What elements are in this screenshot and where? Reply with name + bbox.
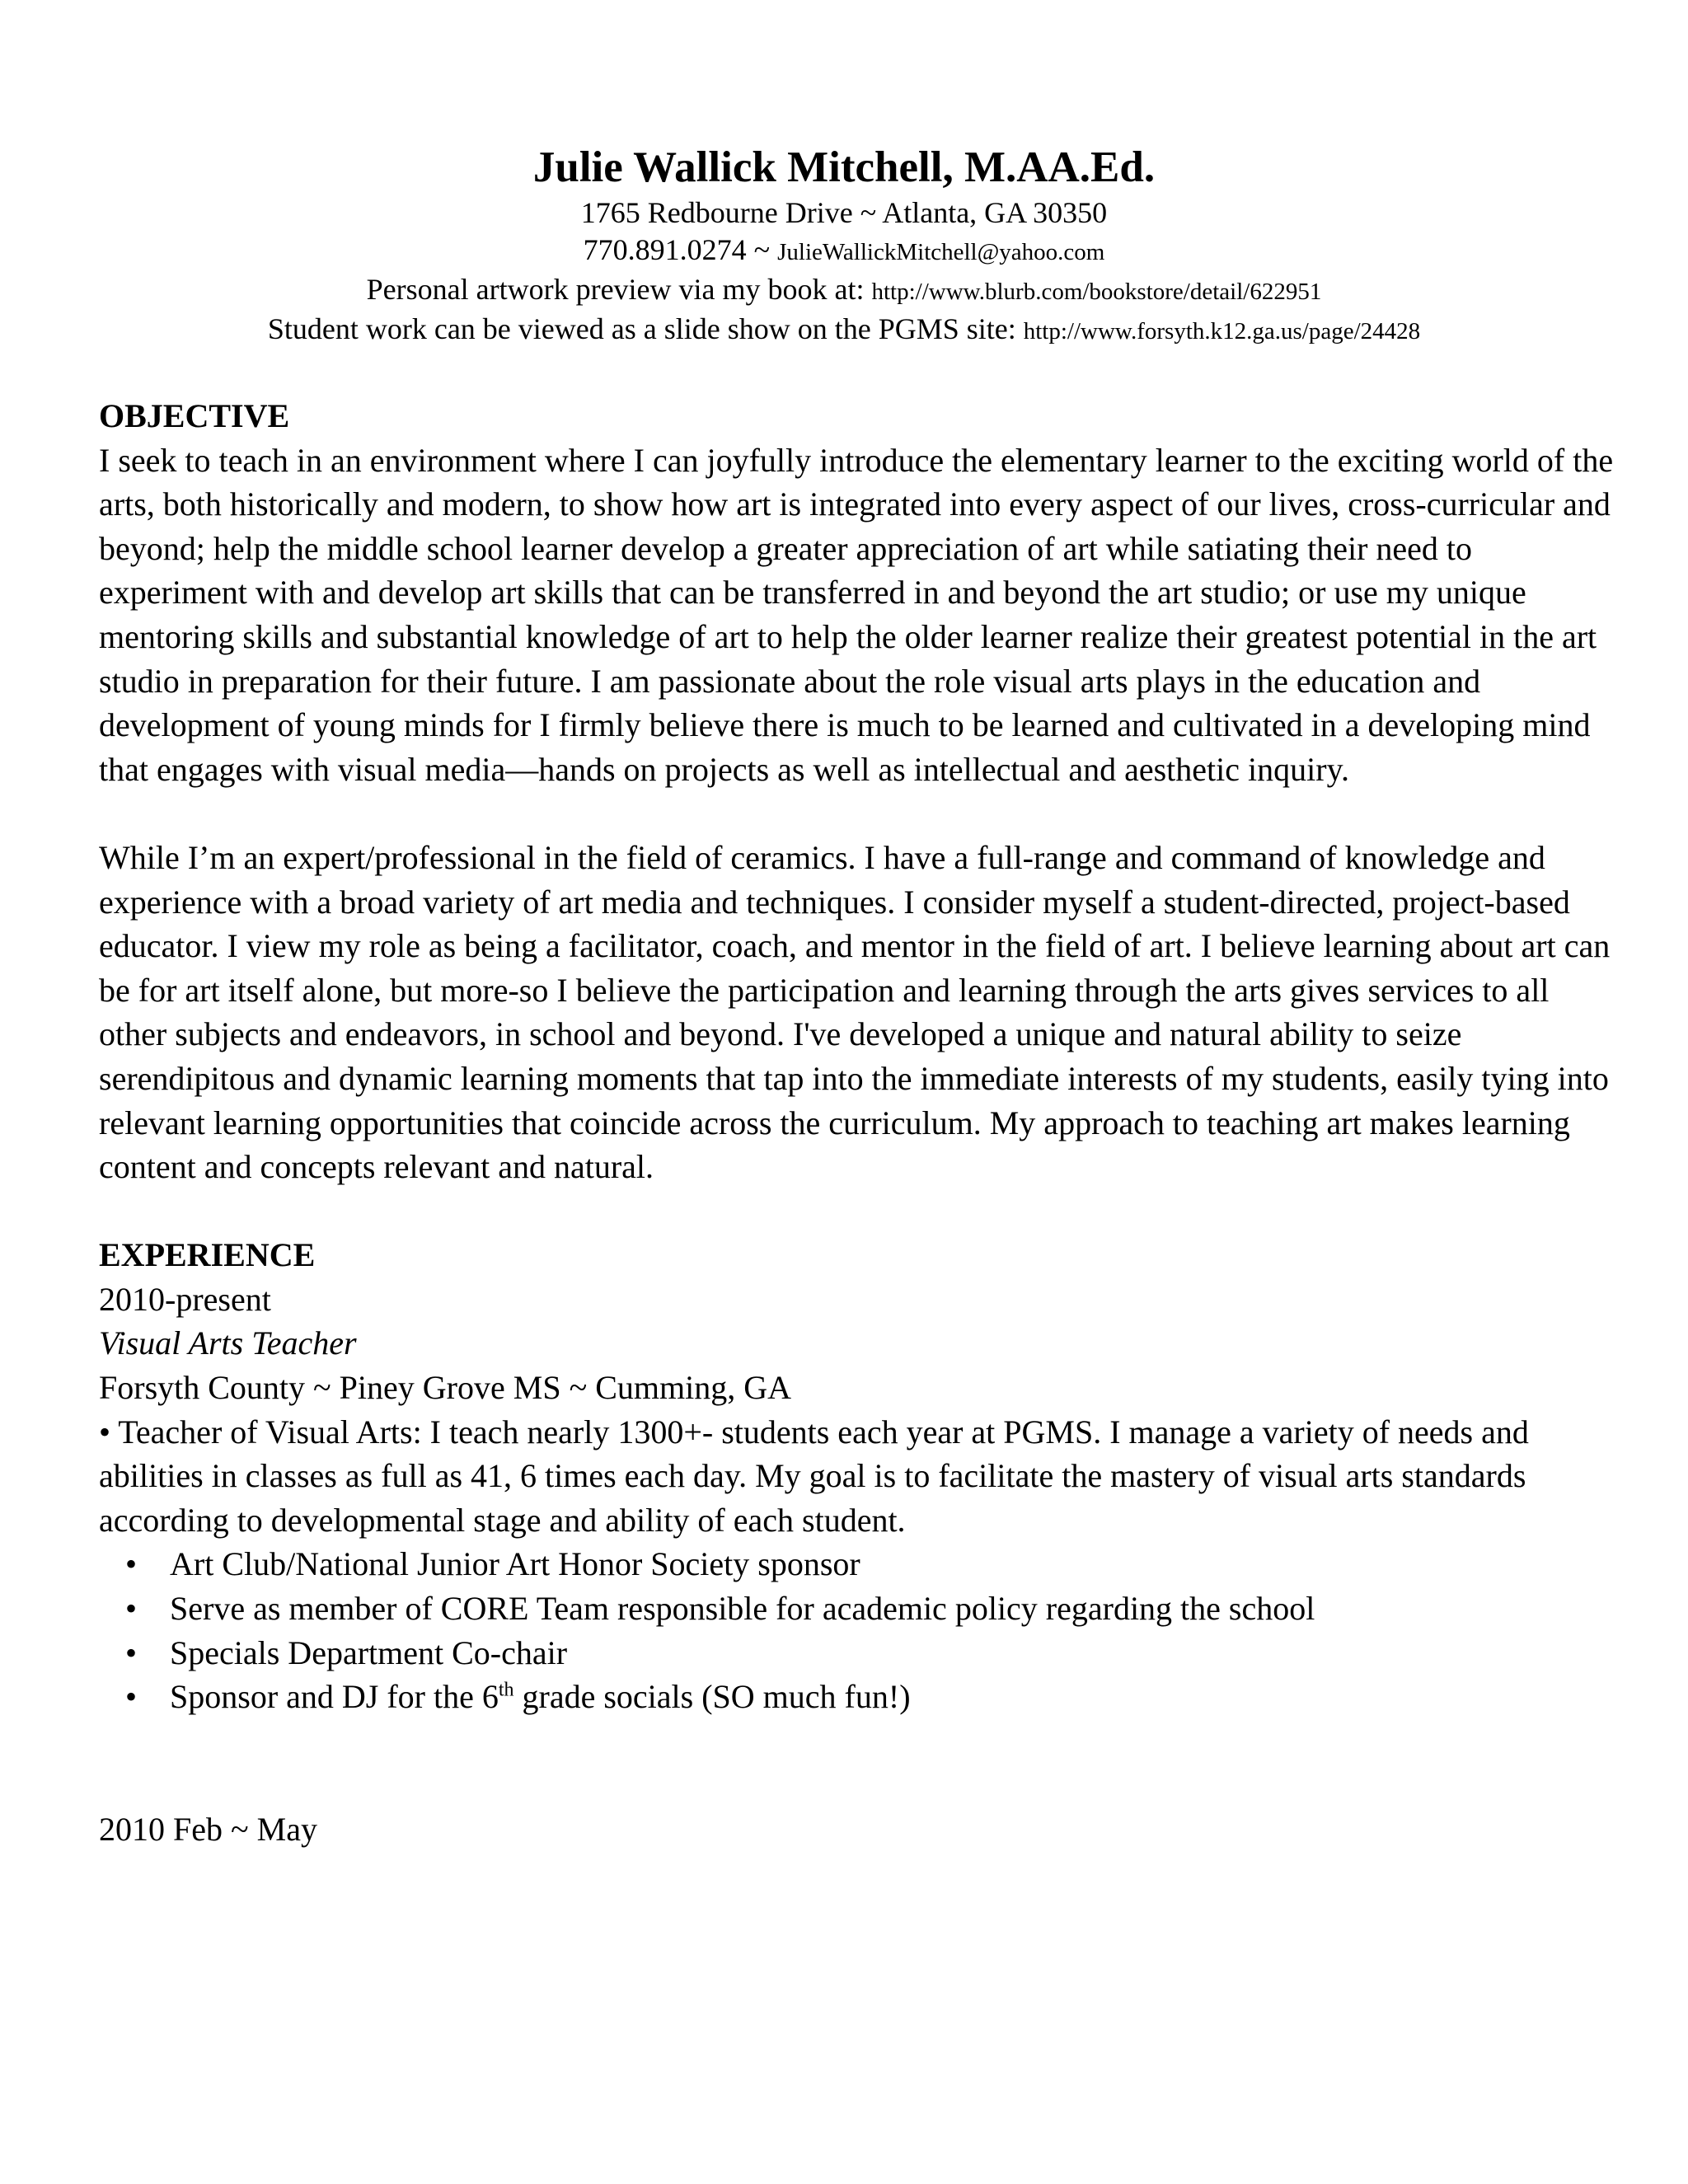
list-item [99,1586,1615,1631]
section-spacer [99,1719,1615,1807]
bullet-icon: • [125,1590,138,1628]
job-description: • Teacher of Visual Arts: I teach nearly 1300+- students each year at PGMS. I manage a variety of needs and abilities in classes as full as 41, 6 times each day. My goal is to facilitate the mastery of visual arts standards according to developmental stage and ability of each student. [99,1413,1529,1539]
objective-paragraph-1: I seek to teach in an environment where I can joyfully introduce the elementary learner to the exciting world of the arts, both historically and modern, to show how art is integrated into every aspect of our lives, cross-curricular and beyond; help the middle school learner develop a greater appreciation of art while satiating their need to experiment with and develop art skills that can be transferred in and beyond the art studio; or use my unique mentoring skills and substantial knowledge of art to help the older learner realize their greatest potential in the art studio in preparation for their future. I am passionate about the role visual arts plays in the education and development of young minds for I firmly believe there is much to be learned and cultivated in a developing mind that engages with visual media—hands on projects as well as intellectual and aesthetic inquiry. [99,441,1614,788]
job-bullet-list [99,1542,1615,1718]
section-spacer [99,1189,1615,1234]
experience-heading: EXPERIENCE [99,1236,316,1274]
objective-paragraph-2: While I’m an expert/professional in the field of ceramics. I have a full-range and command of knowledge and experience with a broad variety of art media and techniques. I consider myself a student-directed, project-based educator. I view my role as being a facilitator, coach, and mentor in the field of art. I believe learning about art can be for art itself alone, but more-so I believe the participation and learning through the arts gives services to all other subjects and endeavors, in school and beyond. I've developed a unique and natural ability to seize serendipitous and dynamic learning moments that tap into the immediate interests of my students, easily tying into relevant learning opportunities that coincide across the curriculum. My approach to teaching art makes learning content and concepts relevant and natural. [99,838,1611,1186]
job-title: Visual Arts Teacher [99,1324,357,1362]
list-item-text: Sponsor and DJ for the 6 [170,1678,499,1716]
artwork-link[interactable]: http://www.blurb.com/bookstore/detail/622951 [871,279,1322,305]
objective-heading: OBJECTIVE [99,397,290,434]
list-item [99,1675,1615,1719]
list-item-text-end: grade socials (SO much fun!) [513,1678,911,1716]
email-address[interactable]: JulieWallickMitchell@yahoo.com [777,239,1105,265]
job-dates: 2010 Feb ~ May [99,1810,317,1848]
artwork-line [0,271,1688,311]
ordinal-suffix: th [498,1679,514,1701]
section-spacer [99,791,1615,836]
list-item-text: Specials Department Co-chair [170,1633,568,1671]
student-work-label: Student work can be viewed as a slide show on the PGMS site: [267,312,1024,345]
list-item-text: Serve as member of CORE Team responsible for academic policy regarding the school [170,1590,1315,1628]
bullet-icon: • [125,1678,138,1716]
resume-body [99,394,1615,1851]
job-location: Forsyth County ~ Piney Grove MS ~ Cumming, GA [99,1369,791,1407]
artwork-label: Personal artwork preview via my book at: [366,273,872,306]
applicant-name: Julie Wallick Mitchell, M.AA.Ed. [532,143,1156,191]
bullet-icon: • [125,1545,138,1583]
phone-number: 770.891.0274 ~ [583,233,778,266]
list-item [99,1631,1615,1675]
bullet-icon: • [125,1633,138,1671]
job-dates: 2010-present [99,1280,271,1318]
contact-line [0,232,1688,271]
list-item [99,1542,1615,1586]
student-work-link[interactable]: http://www.forsyth.k12.ga.us/page/24428 [1023,318,1421,344]
resume-header [0,140,1688,350]
address-line: 1765 Redbourne Drive ~ Atlanta, GA 30350 [580,196,1108,229]
student-work-line [0,311,1688,350]
list-item-text: Art Club/National Junior Art Honor Society sponsor [170,1545,860,1583]
